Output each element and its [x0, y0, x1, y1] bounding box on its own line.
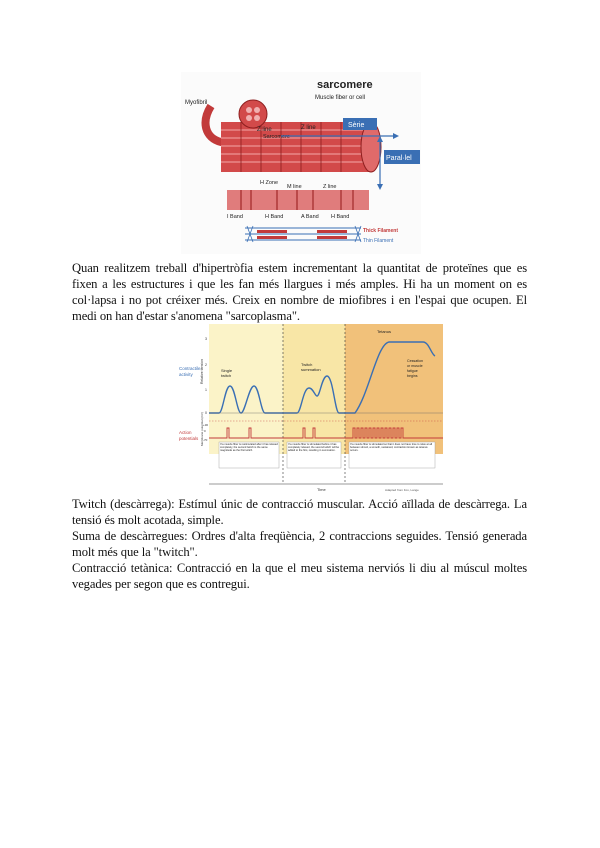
band-label-2: H Band: [265, 214, 284, 220]
sarcomere-figure: [181, 72, 421, 254]
myofibril-label: Myofibril: [185, 100, 208, 106]
tetanic-definition: Contracció tetànica: Contracció en la que el meu sistema nerviós li diu al múscul moltes vegades per segon que es contregui.: [72, 561, 527, 591]
summation-panel: [283, 324, 345, 454]
y-tick-2: 2: [205, 363, 207, 367]
y-tick-p30: +30: [203, 423, 209, 427]
contractile-label-1: Contractile: [179, 366, 201, 371]
twitch-summation-tetanus-figure: [179, 324, 443, 494]
y-tick-0: 0: [205, 411, 207, 415]
twitch-summation-label-2: summation: [301, 367, 321, 372]
thin-filament-label: Thin Filament: [363, 238, 394, 244]
single-twitch-panel: [209, 324, 283, 454]
note-3: If a muscle fiber is stimulated so that it does not have time to relax at all between stimuli, a smooth, sustained, contraction known as tetanus occurs.: [350, 443, 433, 452]
band-label-1: I Band: [227, 214, 243, 220]
z-line-right-label: Z line: [301, 125, 316, 131]
contraction-graph: [179, 324, 443, 494]
twitch-definition: Twitch (descàrrega): Estímul únic de contracció muscular. Acció aïllada de descàrrega. La tensió és molt acotada, simple.: [72, 497, 527, 527]
y-tick-0mv: 0: [204, 429, 206, 433]
action-label-2: potentials: [179, 436, 199, 441]
contractile-label-2: activity: [179, 372, 193, 377]
cessation-label-3: fatigue: [407, 369, 418, 373]
y-axis-bottom-label: Membrane potential (mV): [200, 412, 204, 446]
sarcomere-illustration: [181, 72, 421, 254]
y-tick-1: 1: [205, 388, 207, 392]
cessation-label-2: or muscle: [407, 364, 423, 368]
tetanus-label: Tetanus: [377, 329, 392, 334]
fiber-bundle-end: [239, 100, 267, 128]
m-line-label: M line: [287, 184, 302, 190]
note-2: If a muscle fiber is stimulated before it has completely relaxed, the second twitch will be added to the first, resulting in summation.: [288, 443, 340, 452]
thick-filament-label: Thick Filament: [363, 228, 399, 234]
z-line-bottom-label: Z line: [323, 184, 337, 190]
hypertrophy-paragraph: Quan realitzem treball d'hipertròfia estem incrementant la quantitat de proteïnes que es fixen a les estructures i que les fan més llargues i més amples. Hi ha un moment on es col·lapsa i no pot créixer més. Creix en nombre de miofibres i en l'espai que ocupen. El medi on han d'estar s'anomena "sarcoplasma".: [72, 261, 527, 323]
sarcomere-small-label: Sarcomere: [263, 134, 290, 140]
z-line-left-label: Z line: [257, 127, 272, 133]
band-label-4: H Band: [331, 214, 350, 220]
tetanus-panel: [345, 324, 443, 454]
summation-definition: Suma de descàrregues: Ordres d'alta freqüència, 2 contraccions seguides. Tensió generada molt més que la "twitch".: [72, 529, 527, 559]
note-1: If a muscle fiber is restimulated after it has relaxed completely, the second twitch is the same magnitude as the first twitch.: [220, 443, 278, 452]
cessation-label-1: Cessation: [407, 359, 423, 363]
action-label-1: Action: [179, 430, 192, 435]
cessation-label-4: begins: [407, 374, 418, 378]
credit-label: Adapted from Fox, Lange: [385, 488, 419, 492]
muscle-fiber-label: Muscle fiber or cell: [315, 95, 366, 101]
single-twitch-label-1: Single: [221, 368, 233, 373]
sarcomere-title: sarcomere: [317, 79, 373, 91]
band-strip: [227, 190, 369, 210]
h-zone-label: H Zone: [260, 180, 279, 186]
definitions-paragraph: [72, 496, 527, 592]
filament-diagram: [245, 226, 361, 242]
serie-label: Sèrie: [348, 122, 365, 129]
single-twitch-label-2: twitch: [221, 373, 232, 378]
x-axis-time-label: Time: [317, 487, 326, 492]
y-tick-m70: -70: [203, 438, 208, 442]
y-axis-top-label: Relative tension: [200, 359, 204, 384]
band-label-3: A Band: [301, 214, 319, 220]
twitch-summation-label-1: Twitch: [301, 362, 313, 367]
y-tick-3: 3: [205, 337, 207, 341]
parallel-label: Paral·lel: [386, 155, 412, 162]
